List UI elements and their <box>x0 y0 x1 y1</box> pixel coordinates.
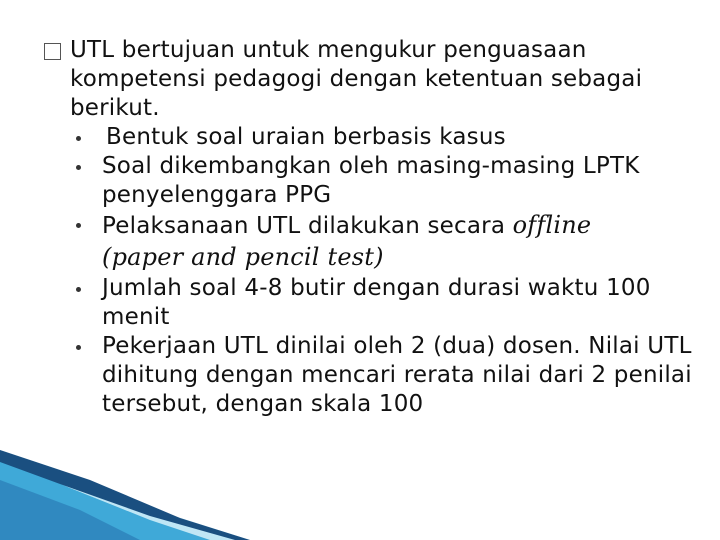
list-item-text: Bentuk soal uraian berbasis kasus <box>106 124 506 150</box>
bullet-dot-icon <box>76 287 81 292</box>
square-bullet-icon <box>44 43 61 60</box>
list-item-text: Pekerjaan UTL dinilai oleh 2 (dua) dosen. Nilai UTL dihitung dengan mencari rerata nilai dari 2 penilai tersebut, dengan skala 100 <box>102 333 692 417</box>
bullet-dot-icon <box>76 165 81 170</box>
list-item-italic-text: (paper and pencil test) <box>102 243 384 271</box>
list-item-text: Jumlah soal 4-8 butir dengan durasi waktu 100 menit <box>102 275 651 330</box>
list-item <box>44 332 694 419</box>
bullet-list <box>44 123 694 419</box>
decorative-wave-graphic <box>0 450 250 540</box>
list-item <box>44 123 694 152</box>
bullet-dot-icon <box>76 345 81 350</box>
list-item-italic-text: offline <box>512 211 592 239</box>
bullet-dot-icon <box>76 136 81 141</box>
list-item <box>44 210 694 274</box>
list-item <box>44 274 694 332</box>
bullet-dot-icon <box>76 223 81 228</box>
main-paragraph <box>44 36 694 123</box>
list-item-text: Pelaksanaan UTL dilakukan secara <box>102 213 513 239</box>
slide-content <box>44 36 694 419</box>
list-item-text: Soal dikembangkan oleh masing-masing LPTK penyelenggara PPG <box>102 153 640 208</box>
intro-text: UTL bertujuan untuk mengukur penguasaan kompetensi pedagogi dengan ketentuan sebagai berikut. <box>70 37 643 121</box>
list-item <box>44 152 694 210</box>
